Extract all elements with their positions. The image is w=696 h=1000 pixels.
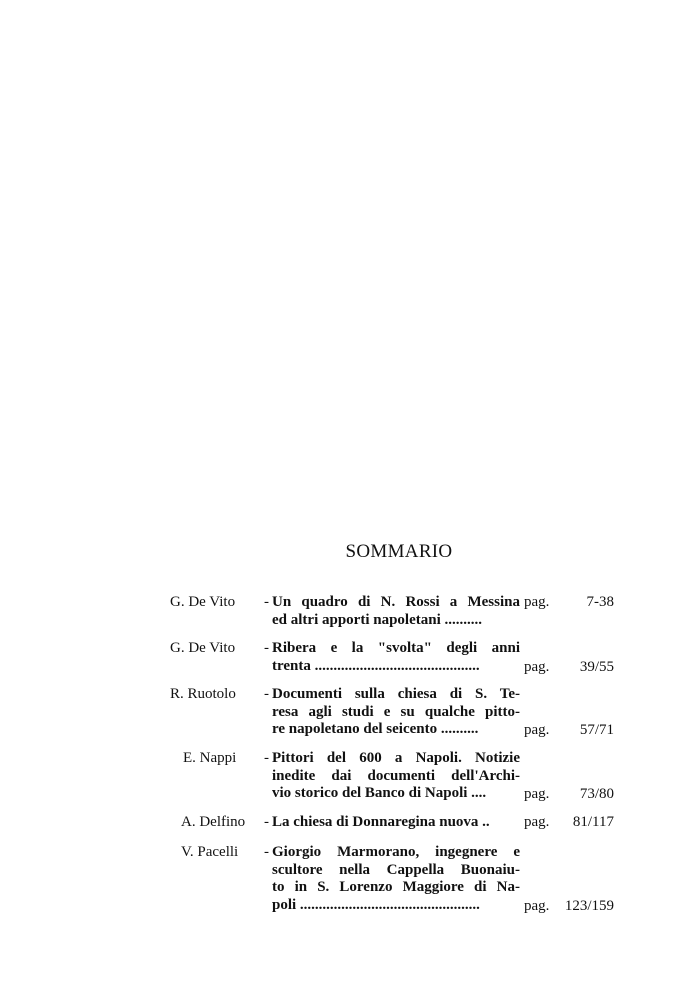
page-title: SOMMARIO [345,541,453,562]
entry-pag-label: pag. [524,898,550,914]
entry-title-line: scultore nella Cappella Buonaiu- [272,861,520,878]
entry-title-line: poli ................................................ [272,896,480,913]
entry-title-line: inedite dai documenti dell'Archi- [272,767,520,784]
entry-pages: 73/80 [579,786,614,802]
entry-pag-label: pag. [524,659,550,675]
entry-pag-label: pag. [524,594,550,610]
entry-pages: 81/117 [572,814,614,830]
entry-author: G. De Vito [170,640,236,656]
entry-title [272,844,520,914]
entry-separator: - [264,594,269,610]
entry-separator: - [264,640,269,656]
entry-separator: - [264,750,269,766]
entry-pages: 7-38 [586,594,614,610]
entry-author: G. De Vito [170,594,236,610]
entry-title-line: Pittori del 600 a Napoli. Notizie [272,750,520,766]
entry-title-line: trenta ............................................ [272,657,480,674]
entry-title-line: Ribera e la "svolta" degli anni [272,640,520,656]
entry-title [272,686,520,739]
entry-pages: 123/159 [564,898,614,914]
entry-author: E. Nappi [183,750,237,766]
entry-title [272,750,520,803]
entry-title-line: re napoletano del seicento .......... [272,721,479,737]
entry-pages: 39/55 [579,659,614,675]
entry-title-line: Un quadro di N. Rossi a Messina [272,594,520,610]
entry-separator: - [264,844,269,860]
entry-author: A. Delfino [181,814,246,830]
entry-separator: - [264,814,269,830]
entry-author: R. Ruotolo [170,686,236,702]
entry-separator: - [264,686,269,702]
entry-title [272,814,520,832]
entry-title [272,594,520,629]
entry-title-line: resa agli studi e su qualche pitto- [272,703,520,720]
entry-title-line: La chiesa di Donnaregina nuova .. [272,814,490,830]
entry-title-line: to in S. Lorenzo Maggiore di Na- [272,879,520,895]
entry-pag-label: pag. [524,814,550,830]
entry-title-line: ed altri apporti napoletani .......... [272,611,483,628]
entry-pag-label: pag. [524,722,550,738]
entry-title-line: vio storico del Banco di Napoli .... [272,785,487,801]
entry-pages: 57/71 [579,722,614,738]
entry-author: V. Pacelli [181,844,239,860]
entry-title [272,640,520,675]
entry-title-line: Giorgio Marmorano, ingegnere e [272,844,520,860]
entry-pag-label: pag. [524,786,550,802]
entry-title-line: Documenti sulla chiesa di S. Te- [272,686,520,702]
